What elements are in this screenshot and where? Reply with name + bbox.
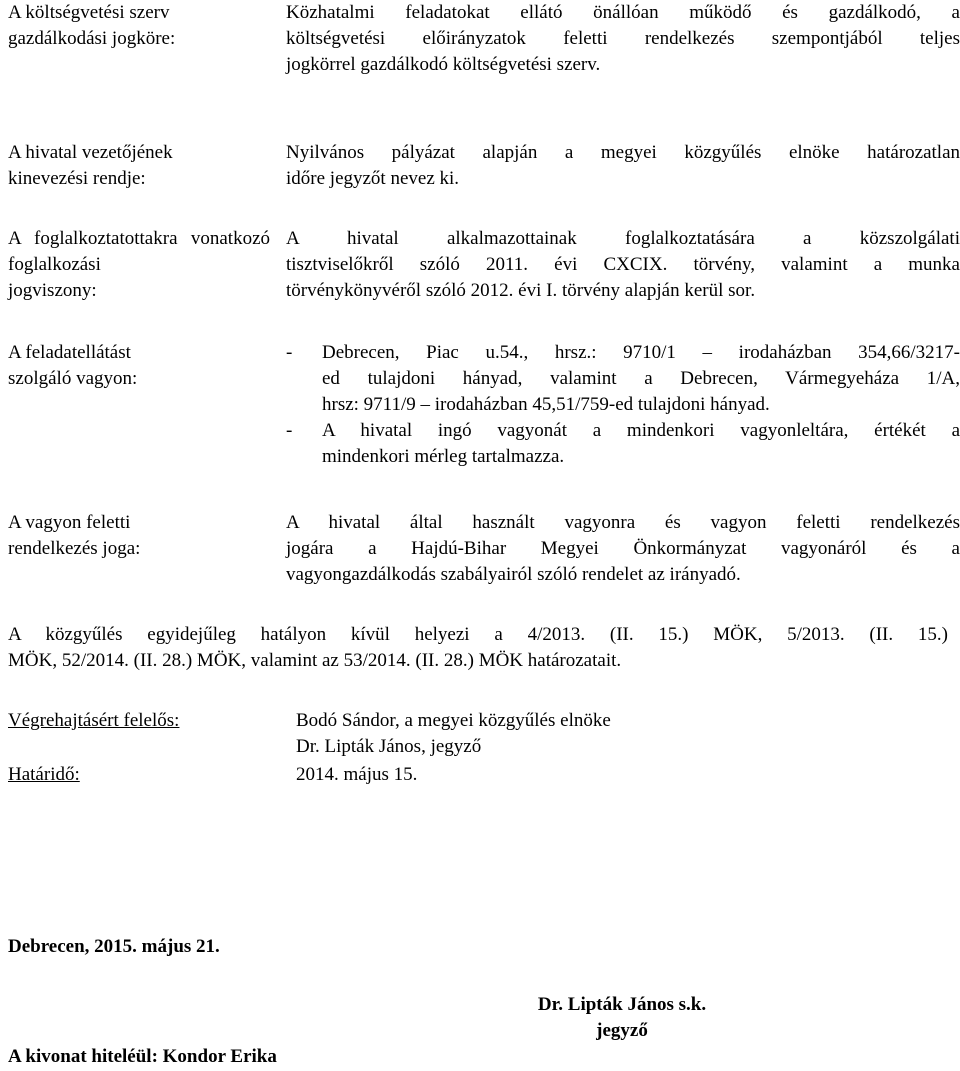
value-line: ed tulajdoni hányad, valamint a Debrecen, Vármegyeháza 1/A, <box>322 368 960 389</box>
value-line: Nyilvános pályázat alapján a megyei közgyűlés elnöke határozatlan <box>286 142 960 163</box>
value-line: A hivatal ingó vagyonát a mindenkori vagyonleltára, értékét a <box>322 420 960 441</box>
value-disposal-rights <box>286 510 960 588</box>
responsible-label: Végrehajtásért felelős: <box>8 710 180 731</box>
signature-title: jegyző <box>596 1020 648 1041</box>
value-line: törvénykönyvéről szóló 2012. évi I. törvény alapján kerül sor. <box>286 280 756 301</box>
value-budget-authority <box>286 0 960 78</box>
label-budget-authority <box>8 0 270 78</box>
certified-by <box>8 1044 277 1070</box>
list-item <box>286 340 960 418</box>
dash-marker: - <box>286 342 293 363</box>
value-assets <box>286 340 960 470</box>
value-head-appointment <box>286 140 960 192</box>
label-line: jogviszony: <box>8 280 97 301</box>
value-line: tisztviselőkről szóló 2011. évi CXCIX. törvény, valamint a munka <box>286 254 960 275</box>
value-line: A hivatal által használt vagyonra és vagyon feletti rendelkezés <box>286 512 960 533</box>
certified-text: A kivonat hiteléül: Kondor Erika <box>8 1046 277 1067</box>
place-date <box>8 934 220 960</box>
label-line: A feladatellátást <box>8 342 131 363</box>
label-line: vonatkozó foglalkozási <box>8 228 271 275</box>
paragraph-line: MÖK, 52/2014. (II. 28.) MÖK, valamint az 53/2014. (II. 28.) MÖK határozatait. <box>8 650 622 671</box>
responsible-name-2: Dr. Lipták János, jegyző <box>296 736 482 757</box>
value-employment <box>286 226 960 304</box>
value-line: vagyongazdálkodás szabályairól szóló rendelet az irányadó. <box>286 564 741 585</box>
value-line: időre jegyzőt nevez ki. <box>286 168 460 189</box>
label-line: szolgáló vagyon: <box>8 368 138 389</box>
label-line: A vagyon feletti <box>8 512 131 533</box>
responsible-name-1: Bodó Sándor, a megyei közgyűlés elnöke <box>296 710 611 731</box>
label-line: rendelkezés joga: <box>8 538 141 559</box>
value-line: Debrecen, Piac u.54., hrsz.: 9710/1 – irodaházban 354,66/3217- <box>322 342 960 363</box>
value-line: mindenkori mérleg tartalmazza. <box>322 446 565 467</box>
label-disposal-rights <box>8 510 270 588</box>
label-head-appointment <box>8 140 270 218</box>
label-line: A foglalkoztatottakra <box>8 228 178 249</box>
value-line: hrsz: 9711/9 – irodaházban 45,51/759-ed tulajdoni hányad. <box>322 394 770 415</box>
value-line: jogkörrel gazdálkodó költségvetési szerv. <box>286 54 601 75</box>
assets-list <box>286 340 960 470</box>
label-line: A hivatal vezetőjének <box>8 142 173 163</box>
deadline-label: Határidő: <box>8 764 80 785</box>
list-item <box>286 418 960 470</box>
signature-name: Dr. Lipták János s.k. <box>537 994 707 1015</box>
label-employment <box>8 226 270 330</box>
value-line: költségvetési előirányzatok feletti rendelkezés szempontjából teljes <box>286 28 960 49</box>
label-line: gazdálkodási jogköre: <box>8 28 176 49</box>
label-line: kinevezési rendje: <box>8 168 146 189</box>
label-assets <box>8 340 270 418</box>
label-line: A költségvetési szerv <box>8 2 170 23</box>
place-date-text: Debrecen, 2015. május 21. <box>8 936 220 957</box>
repeal-paragraph <box>8 622 948 674</box>
value-line: Közhatalmi feladatokat ellátó önállóan működő és gazdálkodó, a <box>286 2 960 23</box>
deadline-value: 2014. május 15. <box>296 764 418 785</box>
dash-marker: - <box>286 420 293 441</box>
paragraph-line: A közgyűlés egyidejűleg hatályon kívül helyezi a 4/2013. (II. 15.) MÖK, 5/2013. (II. 15.) <box>8 624 948 645</box>
value-line: jogára a Hajdú-Bihar Megyei Önkormányzat vagyonáról és a <box>286 538 960 559</box>
value-line: A hivatal alkalmazottainak foglalkoztatására a közszolgálati <box>286 228 960 249</box>
signature-block <box>502 992 742 1044</box>
